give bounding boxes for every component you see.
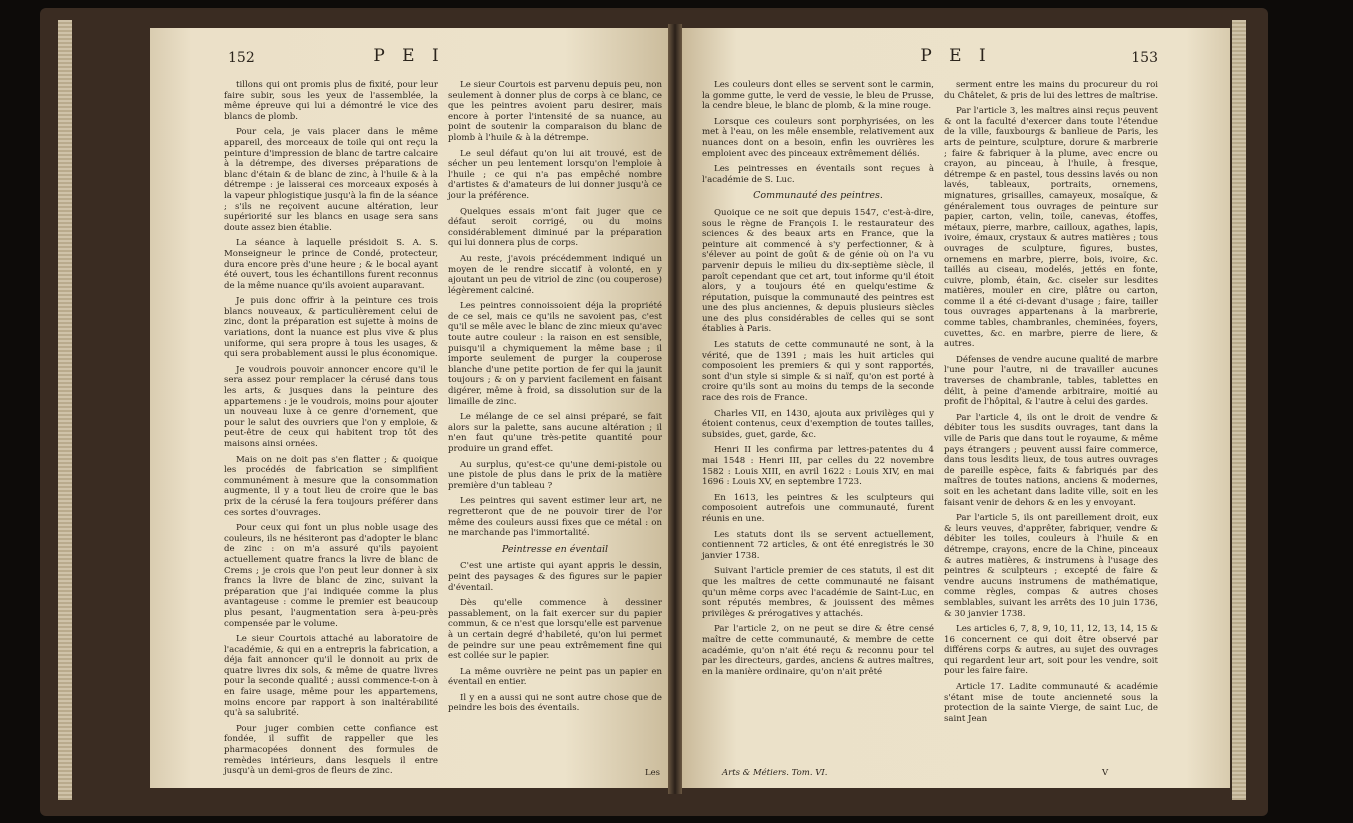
paragraph: Lorsque ces couleurs sont porphyrisées, on les met à l'eau, on les mêle ensemble, relativement aux nuances dont on a besoin, enfin les ouvrières les emploient avec des pinceaux extrêmement déliés. bbox=[702, 116, 934, 159]
paragraph: Je puis donc offrir à la peinture ces trois blancs nouveaux, & particulièrement celui de zinc, dont la préparation est sujette à moins de variations, dont la nuance est plus vive & plus uniforme, qui sera propre à tous les usages, & qui sera probablement aussi le plus économique. bbox=[224, 296, 438, 360]
left-page-number: 152 bbox=[228, 50, 255, 66]
paragraph: Les peintresses en éventails sont reçues à l'académie de S. Luc. bbox=[702, 164, 934, 185]
paragraph: Suivant l'article premier de ces statuts, il est dit que les maîtres de cette communauté ne faisant qu'un même corps avec l'académie de Saint-Luc, en sont réputés membres, & jouissent des mêmes privilèges & prérogatives y attachés. bbox=[702, 566, 934, 619]
paragraph: Les peintres qui savent estimer leur art, ne regretteront que de ne pouvoir tirer de l'or même des couleurs aussi fixes que ce métal : on ne marchande pas l'immortalité. bbox=[448, 496, 662, 539]
paragraph: Le mélange de ce sel ainsi préparé, se fait alors sur la palette, sans aucune altération ; il n'en faut qu'une très-petite quantité pour produire un grand effet. bbox=[448, 412, 662, 454]
paragraph: Les peintres connoissoient déja la propriété de ce sel, mais ce qu'ils ne savoient pas, c'est qu'il se mêle avec le blanc de zinc mieux qu'avec toute autre couleur : la raison en est sensible, puisqu'il a chymiquement la même base ; il importe seulement de purger la couperose blanche d'une petite portion de fer qui la jaunit toujours ; & on y parvient facilement en faisant digérer, même à froid, sa dissolution sur de la limaille de zinc. bbox=[448, 301, 662, 407]
paragraph: Article 17. Ladite communauté & académie s'étant mise de toute ancienneté sous la protection de la sainte Vierge, de saint Luc, de saint Jean bbox=[944, 682, 1158, 724]
paragraph: Pour cela, je vais placer dans le même appareil, des morceaux de toile qui ont reçu la peinture d'impression de blanc de tartre calcaire à la détrempe, des diverses préparations de blanc d'étain & de blanc de zinc, à l'huile & à la détrempe : je laisserai ces morceaux exposés à la vapeur phlogistique jusqu'à la fin de la séance ; s'ils ne reçoivent aucune altération, leur supériorité sur les blancs en usage sera sans doute assez bien établie. bbox=[224, 127, 438, 233]
paragraph: Quoique ce ne soit que depuis 1547, c'est-à-dire, sous le règne de François I. le restaurateur des sciences & des beaux arts en France, que la peinture ait commencé à s'y perfectionner, & à s'élever au point de goût & de génie où on l'a vu parvenir depuis le milieu du dix-septième siècle, il paroît cependant que cet art, tout informe qu'il étoit alors, y a toujours été en quelqu'estime & réputation, puisque la communauté des peintres est une des plus anciennes, & depuis plusieurs siècles une des plus considérables de celles qui se sont établies à Paris. bbox=[702, 207, 934, 335]
left-page-edges bbox=[58, 20, 72, 800]
paragraph: Au reste, j'avois précédemment indiqué un moyen de le rendre siccatif à volonté, en y ajoutant un peu de vitriol de zinc (ou couperose) légèrement calciné. bbox=[448, 253, 662, 296]
paragraph: La même ouvrière ne peint pas un papier en éventail en entier. bbox=[448, 666, 662, 688]
paragraph: serment entre les mains du procureur du roi du Châtelet, & pris de lui des lettres de maîtrise. bbox=[944, 80, 1158, 101]
left-column-2 bbox=[448, 80, 662, 719]
paragraph: La séance à laquelle présidoit S. A. S. Monseigneur le prince de Condé, protecteur, dura encore près d'une heure ; & le bocal ayant été ouvert, tous les échantillons furent reconnus de la même nuance qu'ils avoient auparavant. bbox=[224, 238, 438, 291]
right-column-1 bbox=[702, 80, 934, 682]
right-footer-volume: Arts & Métiers. Tom. VI. bbox=[722, 768, 828, 778]
paragraph: Les statuts de cette communauté ne sont, à la vérité, que de 1391 ; mais les huit articles qui composoient les premiers & qui y sont rapportés, sont d'un style si simple & si naïf, qu'on est porté à croire qu'ils sont au moins du temps de la seconde race des rois de France. bbox=[702, 340, 934, 404]
paragraph: Quelques essais m'ont fait juger que ce défaut seroit corrigé, ou du moins considérablement diminué par la préparation qui lui donnera plus de corps. bbox=[448, 206, 662, 249]
paragraph: Le sieur Courtois attaché au laboratoire de l'académie, & qui en a entrepris la fabrication, a déja fait annoncer qu'il le donnoit au prix de quatre livres dix sols, & même de quatre livres pour la seconde qualité ; aussi commence-t-on à en faire usage, même pour les appartemens, moins encore par rapport à son inaltérabilité qu'à sa salubrité. bbox=[224, 634, 438, 719]
right-signature-mark: V bbox=[1102, 768, 1109, 778]
right-page-edges bbox=[1232, 20, 1246, 800]
paragraph: C'est une artiste qui ayant appris le dessin, peint des paysages & des figures sur le papier d'éventail. bbox=[448, 561, 662, 593]
paragraph: Charles VII, en 1430, ajouta aux privilèges qui y étoient contenus, ceux d'exemption de toutes tailles, subsides, guet, garde, &c. bbox=[702, 408, 934, 440]
paragraph: Pour ceux qui font un plus noble usage des couleurs, ils ne hésiteront pas d'adopter le blanc de zinc : on m'a assuré qu'ils payoient actuellement quatre francs la livre de blanc de Crems ; je crois que l'on peut leur donner à six francs la livre de blanc de zinc, suivant la préparation que j'ai indiquée comme la plus avantageuse : comme le premier est beaucoup plus pesant, l'augmentation sera à-peu-près compensée par le volume. bbox=[224, 523, 438, 629]
paragraph: Au surplus, qu'est-ce qu'une demi-pistole ou une pistole de plus dans le prix de la matière première d'un tableau ? bbox=[448, 459, 662, 491]
book-gutter bbox=[668, 24, 682, 794]
right-column-2 bbox=[944, 80, 1158, 729]
paragraph: Henri II les confirma par lettres-patentes du 4 mai 1548 : Henri III, par celles du 22 novembre 1582 : Louis XIII, en avril 1622 : Louis XIV, en mai 1696 : Louis XV, en septembre 1723. bbox=[702, 445, 934, 488]
left-page-header bbox=[150, 46, 668, 76]
paragraph: Les couleurs dont elles se servent sont le carmin, la gomme gutte, le verd de vessie, le bleu de Prusse, la cendre bleue, le blanc de plomb, & la mine rouge. bbox=[702, 80, 934, 112]
right-page-number: 153 bbox=[1131, 50, 1158, 66]
right-page bbox=[682, 28, 1230, 788]
right-page-header bbox=[682, 46, 1230, 76]
left-running-head: P E I bbox=[373, 46, 445, 66]
paragraph: Le sieur Courtois est parvenu depuis peu, non seulement à donner plus de corps à ce blanc, ce que les peintres avoient paru desirer, mais encore à porter l'intensité de sa nuance, au point de soutenir la comparaison du blanc de plomb à l'huile & à la détrempe. bbox=[448, 80, 662, 143]
paragraph: Défenses de vendre aucune qualité de marbre l'une pour l'autre, ni de travailler aucunes traverses de chambranle, tables, tablettes en délit, à peine d'amende arbitraire, moitié au profit de l'hôpital, & l'autre à celui des gardes. bbox=[944, 354, 1158, 408]
paragraph: Dès qu'elle commence à dessiner passablement, on la fait exercer sur du papier commun, & ce n'est que lorsqu'elle est parvenue à un certain degré d'habileté, qu'on lui permet de peindre sur une peau extrêmement fine qui est collée sur le papier. bbox=[448, 598, 662, 662]
left-catchword: Les bbox=[644, 768, 660, 778]
paragraph: Les statuts dont ils se servent actuellement, contiennent 72 articles, & ont été enregistrés le 30 janvier 1738. bbox=[702, 529, 934, 561]
paragraph: Le seul défaut qu'on lui ait trouvé, est de sécher un peu lentement lorsqu'on l'emploie à l'huile ; ce qui n'a pas empêché nombre d'artistes & d'amateurs de lui donner jusqu'à ce jour la préférence. bbox=[448, 148, 662, 201]
paragraph: Pour juger combien cette confiance est fondée, il suffit de rappeller que les pharmacopées donnent des formules de remèdes intérieurs, dans lesquels il entre jusqu'à un demi-gros de fleurs de zinc. bbox=[224, 723, 438, 777]
right-running-head: P E I bbox=[920, 46, 992, 66]
paragraph: tillons qui ont promis plus de fixité, pour leur faire subir, sous les yeux de l'assemblée, la même épreuve qui lui a démontré le vice des blancs de plomb. bbox=[224, 80, 438, 122]
paragraph: Par l'article 2, on ne peut se dire & être censé maître de cette communauté, & membre de cette académie, qu'on n'ait été reçu & reconnu pour tel par les directeurs, gardes, anciens & autres maîtres, en la manière ordinaire, qu'on n'ait prêté bbox=[702, 624, 934, 677]
paragraph: En 1613, les peintres & les sculpteurs qui composoient autrefois une communauté, furent réunis en une. bbox=[702, 492, 934, 524]
paragraph: Il y en a aussi qui ne sont autre chose que de peindre les bois des éventails. bbox=[448, 692, 662, 714]
paragraph: Je voudrois pouvoir annoncer encore qu'il le sera assez pour remplacer la cérusé dans tous les arts, & jusques dans la peinture des appartemens : je le voudrois, moins pour ajouter un nouveau luxe à ce genre d'ornement, que pour le salut des ouvriers que l'on y emploie, & peut-être de ceux qui habitent trop tôt des maisons ainsi ornées. bbox=[224, 364, 438, 449]
left-column-1 bbox=[224, 80, 438, 782]
paragraph: Par l'article 4, ils ont le droit de vendre & débiter tous les susdits ouvrages, tant dans la ville de Paris que dans tout le royaume, & même pays étrangers ; peuvent aussi faire commerce, dans tous lesdits lieux, de tous autres ouvrages de pareille espèce, faits & fabriqués par des maîtres de toutes nations, anciens & modernes, soit en les achetant dans ladite ville, soit en les faisant venir de dehors & en les y envoyant. bbox=[944, 412, 1158, 508]
paragraph: Par l'article 3, les maîtres ainsi reçus peuvent & ont la faculté d'exercer dans toute l'étendue de la ville, fauxbourgs & banlieue de Paris, les arts de peinture, sculpture, dorure & marbrerie ; faire & fabriquer à la plume, avec encre ou crayon, au pinceau, à l'huile, à fresque, détrempe & en pastel, tous dessins lavés ou non lavés, tableaux, portraits, ornemens, mignatures, grisailles, camayeux, mosaïque, & généralement tous ouvrages de peinture sur papier, carton, velin, toile, canevas, étoffes, métaux, pierre, marbre, cailloux, agathes, lapis, ivoire, émaux, crystaux & autres matières ; tous ouvrages de sculpture, figures, bustes, ornemens en marbre, pierre, bois, ivoire, &c. taillés au ciseau, modelés, jettés en fonte, cuivre, plomb, étain, &c. ciseler sur lesdites matières, mouler en cire, plâtre ou carton, comme il a été ci-devant d'usage ; faire, tailler tous ouvrages appartenans à la marbrerie, comme tables, chambranles, cheminées, foyers, cuvettes, &c. en marbre, pierre de liere, & autres. bbox=[944, 106, 1158, 350]
section-heading: Communauté des peintres. bbox=[753, 190, 883, 202]
paragraph: Les articles 6, 7, 8, 9, 10, 11, 12, 13, 14, 15 & 16 concernent ce qui doit être observé par différens corps & autres, au sujet des ouvrages qui regardent leur art, soit pour les vendre, soit pour les faire faire. bbox=[944, 624, 1158, 677]
section-heading: Peintresse en éventail bbox=[501, 543, 609, 555]
left-page bbox=[150, 28, 668, 788]
paragraph: Mais on ne doit pas s'en flatter ; & quoique les procédés de fabrication se simplifient communément à mesure que la consommation augmente, il y a tout lieu de croire que le bas prix de la cérusé la fera toujours préférer dans ces sortes d'ouvrages. bbox=[224, 454, 438, 518]
paragraph: Par l'article 5, ils ont pareillement droit, eux & leurs veuves, d'apprêter, fabriquer, vendre & débiter les toiles, couleurs à l'huile & en détrempe, crayons, encre de la Chine, pinceaux & autres matières, & instrumens à l'usage des peintres & sculpteurs ; excepté de faire & vendre aucuns instrumens de mathématique, comme règles, compas & autres choses semblables, suivant les arrêts des 10 juin 1736, & 30 janvier 1738. bbox=[944, 513, 1158, 619]
